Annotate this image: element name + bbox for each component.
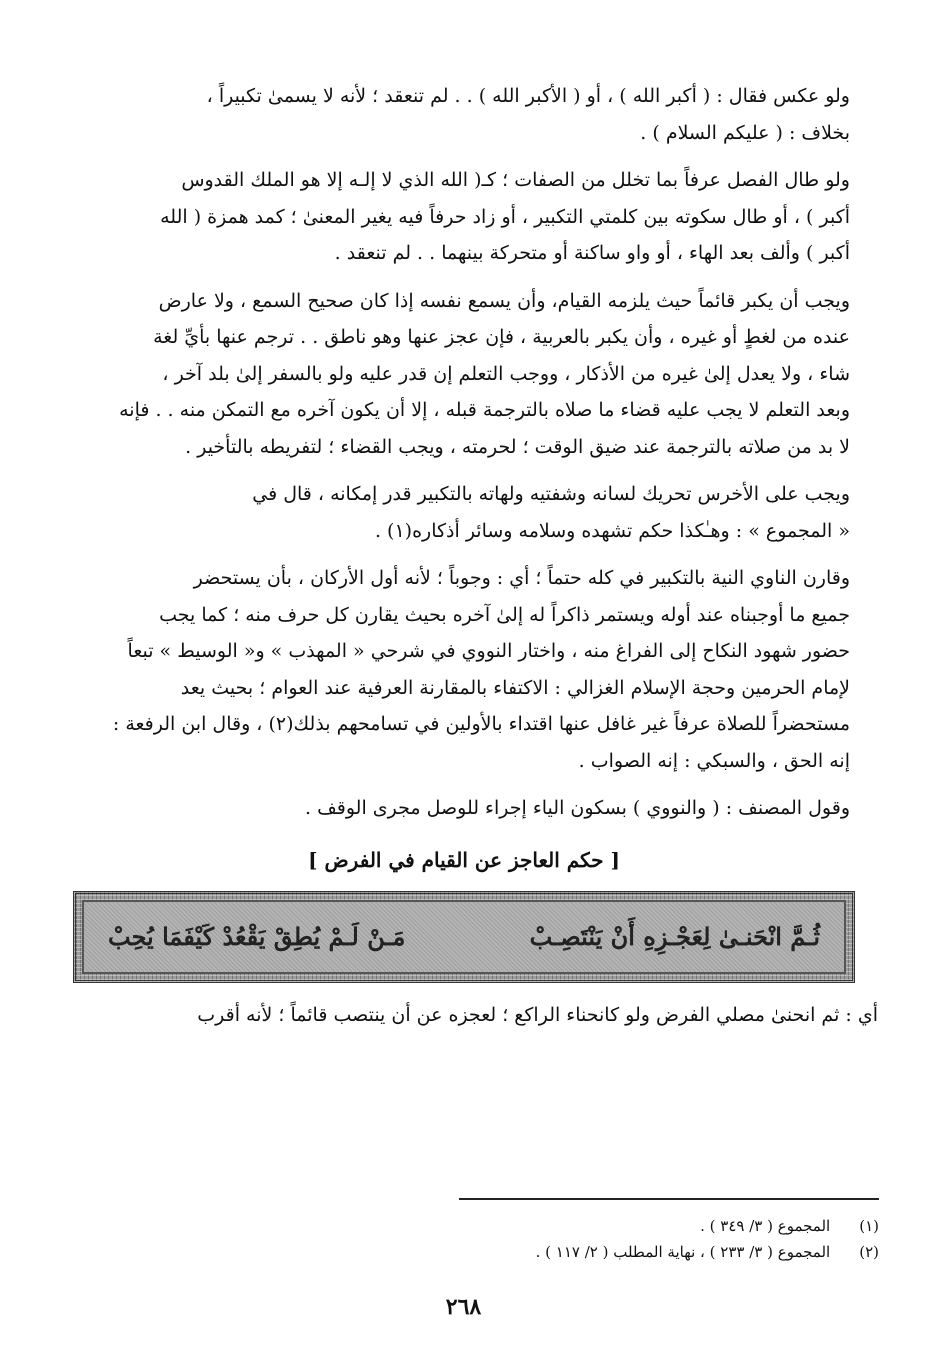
text-line: بخلاف : ( عليكم السلام ) . bbox=[640, 121, 850, 144]
verse-first-hemistich: ثُـمَّ انْحَنـىٰ لِعَجْـزِهِ أَنْ يَنْتَصِـبْ bbox=[529, 922, 820, 951]
text-line: شاء ، ولا يعدل إلىٰ غيره من الأذكار ، ووجب التعلم إن قدر عليه ولو بالسفر إلىٰ بلد آخر ، bbox=[162, 362, 850, 385]
paragraph-reversed-takbir bbox=[50, 78, 878, 151]
text-line: وقارن الناوي النية بالتكبير في كله حتماً ؛ أي : وجوباً ؛ لأنه أول الأركان ، بأن يستحضر bbox=[193, 567, 850, 589]
page-number: ٢٦٨ bbox=[445, 1294, 482, 1320]
verse-second-hemistich: مَـنْ لَـمْ يُطِقْ يَقْعُدْ كَيْفَمَا يُحِبْ bbox=[108, 922, 406, 951]
text-line: أكبر ) وألف بعد الهاء ، أو واو ساكنة أو متحركة بينهما . . لم تنعقد . bbox=[334, 242, 850, 264]
text-line: إنه الحق ، والسبكي : إنه الصواب . bbox=[578, 749, 850, 772]
footnote-number: (٢) bbox=[859, 1243, 879, 1261]
verse-box bbox=[73, 891, 855, 983]
text-line: عنده من لغطٍ أو غيره ، وأن يكبر بالعربية ، فإن عجز عنها وهو ناطق . . ترجم عنها بأيِّ لغة bbox=[153, 326, 850, 348]
verse-frame bbox=[82, 900, 846, 974]
footnote-text: المجموع ( ٣/ ٣٤٩ ) . bbox=[700, 1217, 831, 1235]
paragraph-standing-takbir bbox=[50, 283, 878, 466]
footnotes bbox=[279, 1213, 879, 1265]
text-line: ويجب على الأخرس تحريك لسانه وشفتيه ولهاته بالتكبير قدر إمكانه ، قال في bbox=[252, 483, 850, 505]
text-line: حضور شهود النكاح إلى الفراغ منه ، واختار النووي في شرحي « المهذب » و« الوسيط » تبعاً bbox=[127, 640, 850, 662]
text-line: جميع ما أوجبناه عند أوله ويستمر ذاكراً له إلىٰ آخره بحيث يقارن كل حرف منه ؛ كما يجب bbox=[159, 603, 850, 626]
paragraph-mute-person bbox=[50, 476, 878, 549]
text-line: لا بد من صلاته بالترجمة عند ضيق الوقت ؛ لحرمته ، ويجب القضاء ؛ لتفريطه بالتأخير . bbox=[185, 435, 850, 458]
paragraph-author-remark bbox=[50, 790, 878, 827]
page-body bbox=[50, 78, 878, 1044]
text-line: ولو طال الفصل عرفاً بما تخلل من الصفات ؛ كـ( الله الذي لا إلـه إلا هو الملك القدوس bbox=[181, 169, 850, 191]
footnote-text: المجموع ( ٣/ ٢٣٣ ) ، نهاية المطلب ( ٢/ ١١٧ ) . bbox=[535, 1243, 831, 1261]
text-line: وبعد التعلم لا يجب عليه قضاء ما صلاه بالترجمة قبله ، إلا أن يكون آخره مع التمكن منه . . فإنه bbox=[119, 399, 850, 421]
paragraph-long-separation bbox=[50, 162, 878, 272]
text-line: « المجموع » : وهـٰكذا حكم تشهده وسلامه وسائر أذكاره(١) . bbox=[374, 519, 850, 542]
footnote-2 bbox=[279, 1239, 879, 1265]
text-line: مستحضراً للصلاة عرفاً غير غافل عنها اقتداء بالأولين في تسامحهم بذلك(٢) ، وقال ابن الرفعة : bbox=[112, 713, 850, 735]
text-line: وقول المصنف : ( والنووي ) بسكون الياء إجراء للوصل مجرى الوقف . bbox=[305, 797, 850, 819]
footnote-number: (١) bbox=[859, 1217, 879, 1235]
section-heading: [ حكم العاجز عن القيام في الفرض ] bbox=[308, 847, 620, 872]
footnote-1 bbox=[279, 1213, 879, 1239]
text-line: ويجب أن يكبر قائماً حيث يلزمه القيام، وأن يسمع نفسه إذا كان صحيح السمع ، ولا عارض bbox=[158, 289, 850, 312]
paragraph-intention bbox=[50, 560, 878, 779]
text-line: لإمام الحرمين وحجة الإسلام الغزالي : الاكتفاء بالمقارنة العرفية عند العوام ؛ بحيث يعد bbox=[180, 676, 850, 699]
text-line: أي : ثم انحنىٰ مصلي الفرض ولو كانحناء الراكع ؛ لعجزه عن أن ينتصب قائماً ؛ لأنه أقرب bbox=[197, 1003, 878, 1026]
footnote-divider bbox=[459, 1198, 879, 1200]
paragraph-verse-explanation bbox=[50, 997, 878, 1034]
text-line: أكبر ) ، أو طال سكوته بين كلمتي التكبير ، أو زاد حرفاً فيه يغير المعنىٰ ؛ كمد همزة ( الله bbox=[160, 205, 850, 228]
text-line: ولو عكس فقال : ( أكبر الله ) ، أو ( الأكبر الله ) . . لم تنعقد ؛ لأنه لا يسمىٰ تكبيراً ، bbox=[206, 85, 850, 107]
